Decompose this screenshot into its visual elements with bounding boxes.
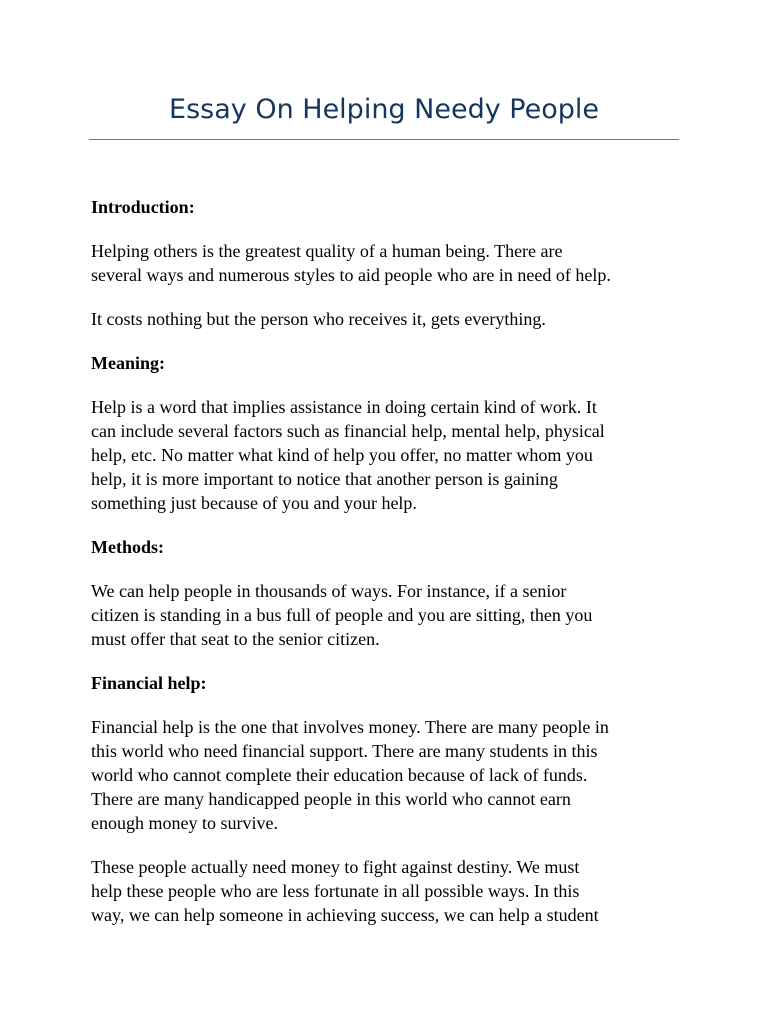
paragraph: We can help people in thousands of ways. For instance, if a senior citizen is standing in a bus full of people and you are sitting, then you must offer that seat to the senior citizen. <box>91 581 593 649</box>
section-heading: Introduction: <box>91 197 195 217</box>
section-meaning <box>91 351 681 515</box>
title-underline <box>89 139 679 140</box>
document-title: Essay On Helping Needy People <box>169 94 599 125</box>
paragraph: It costs nothing but the person who receives it, gets everything. <box>91 309 546 329</box>
paragraph: Help is a word that implies assistance in doing certain kind of work. It can include several factors such as financial help, mental help, physical help, etc. No matter what kind of help you offer, no matter whom you help, it is more important to notice that another person is gaining something just because of you and your help. <box>91 397 605 513</box>
paragraph: Helping others is the greatest quality of a human being. There are several ways and numerous styles to aid people who are in need of help. <box>91 241 611 285</box>
section-heading: Financial help: <box>91 673 207 693</box>
paragraph: Financial help is the one that involves money. There are many people in this world who need financial support. There are many students in this world who cannot complete their education because of lack of funds. There are many handicapped people in this world who cannot earn enough money to survive. <box>91 717 609 833</box>
document-body <box>91 195 681 947</box>
section-financial-help <box>91 671 681 927</box>
section-introduction <box>91 195 681 331</box>
section-methods <box>91 535 681 651</box>
section-heading: Methods: <box>91 537 164 557</box>
paragraph: These people actually need money to fight against destiny. We must help these people who are less fortunate in all possible ways. In this way, we can help someone in achieving success, we can help a student <box>91 857 599 925</box>
section-heading: Meaning: <box>91 353 165 373</box>
